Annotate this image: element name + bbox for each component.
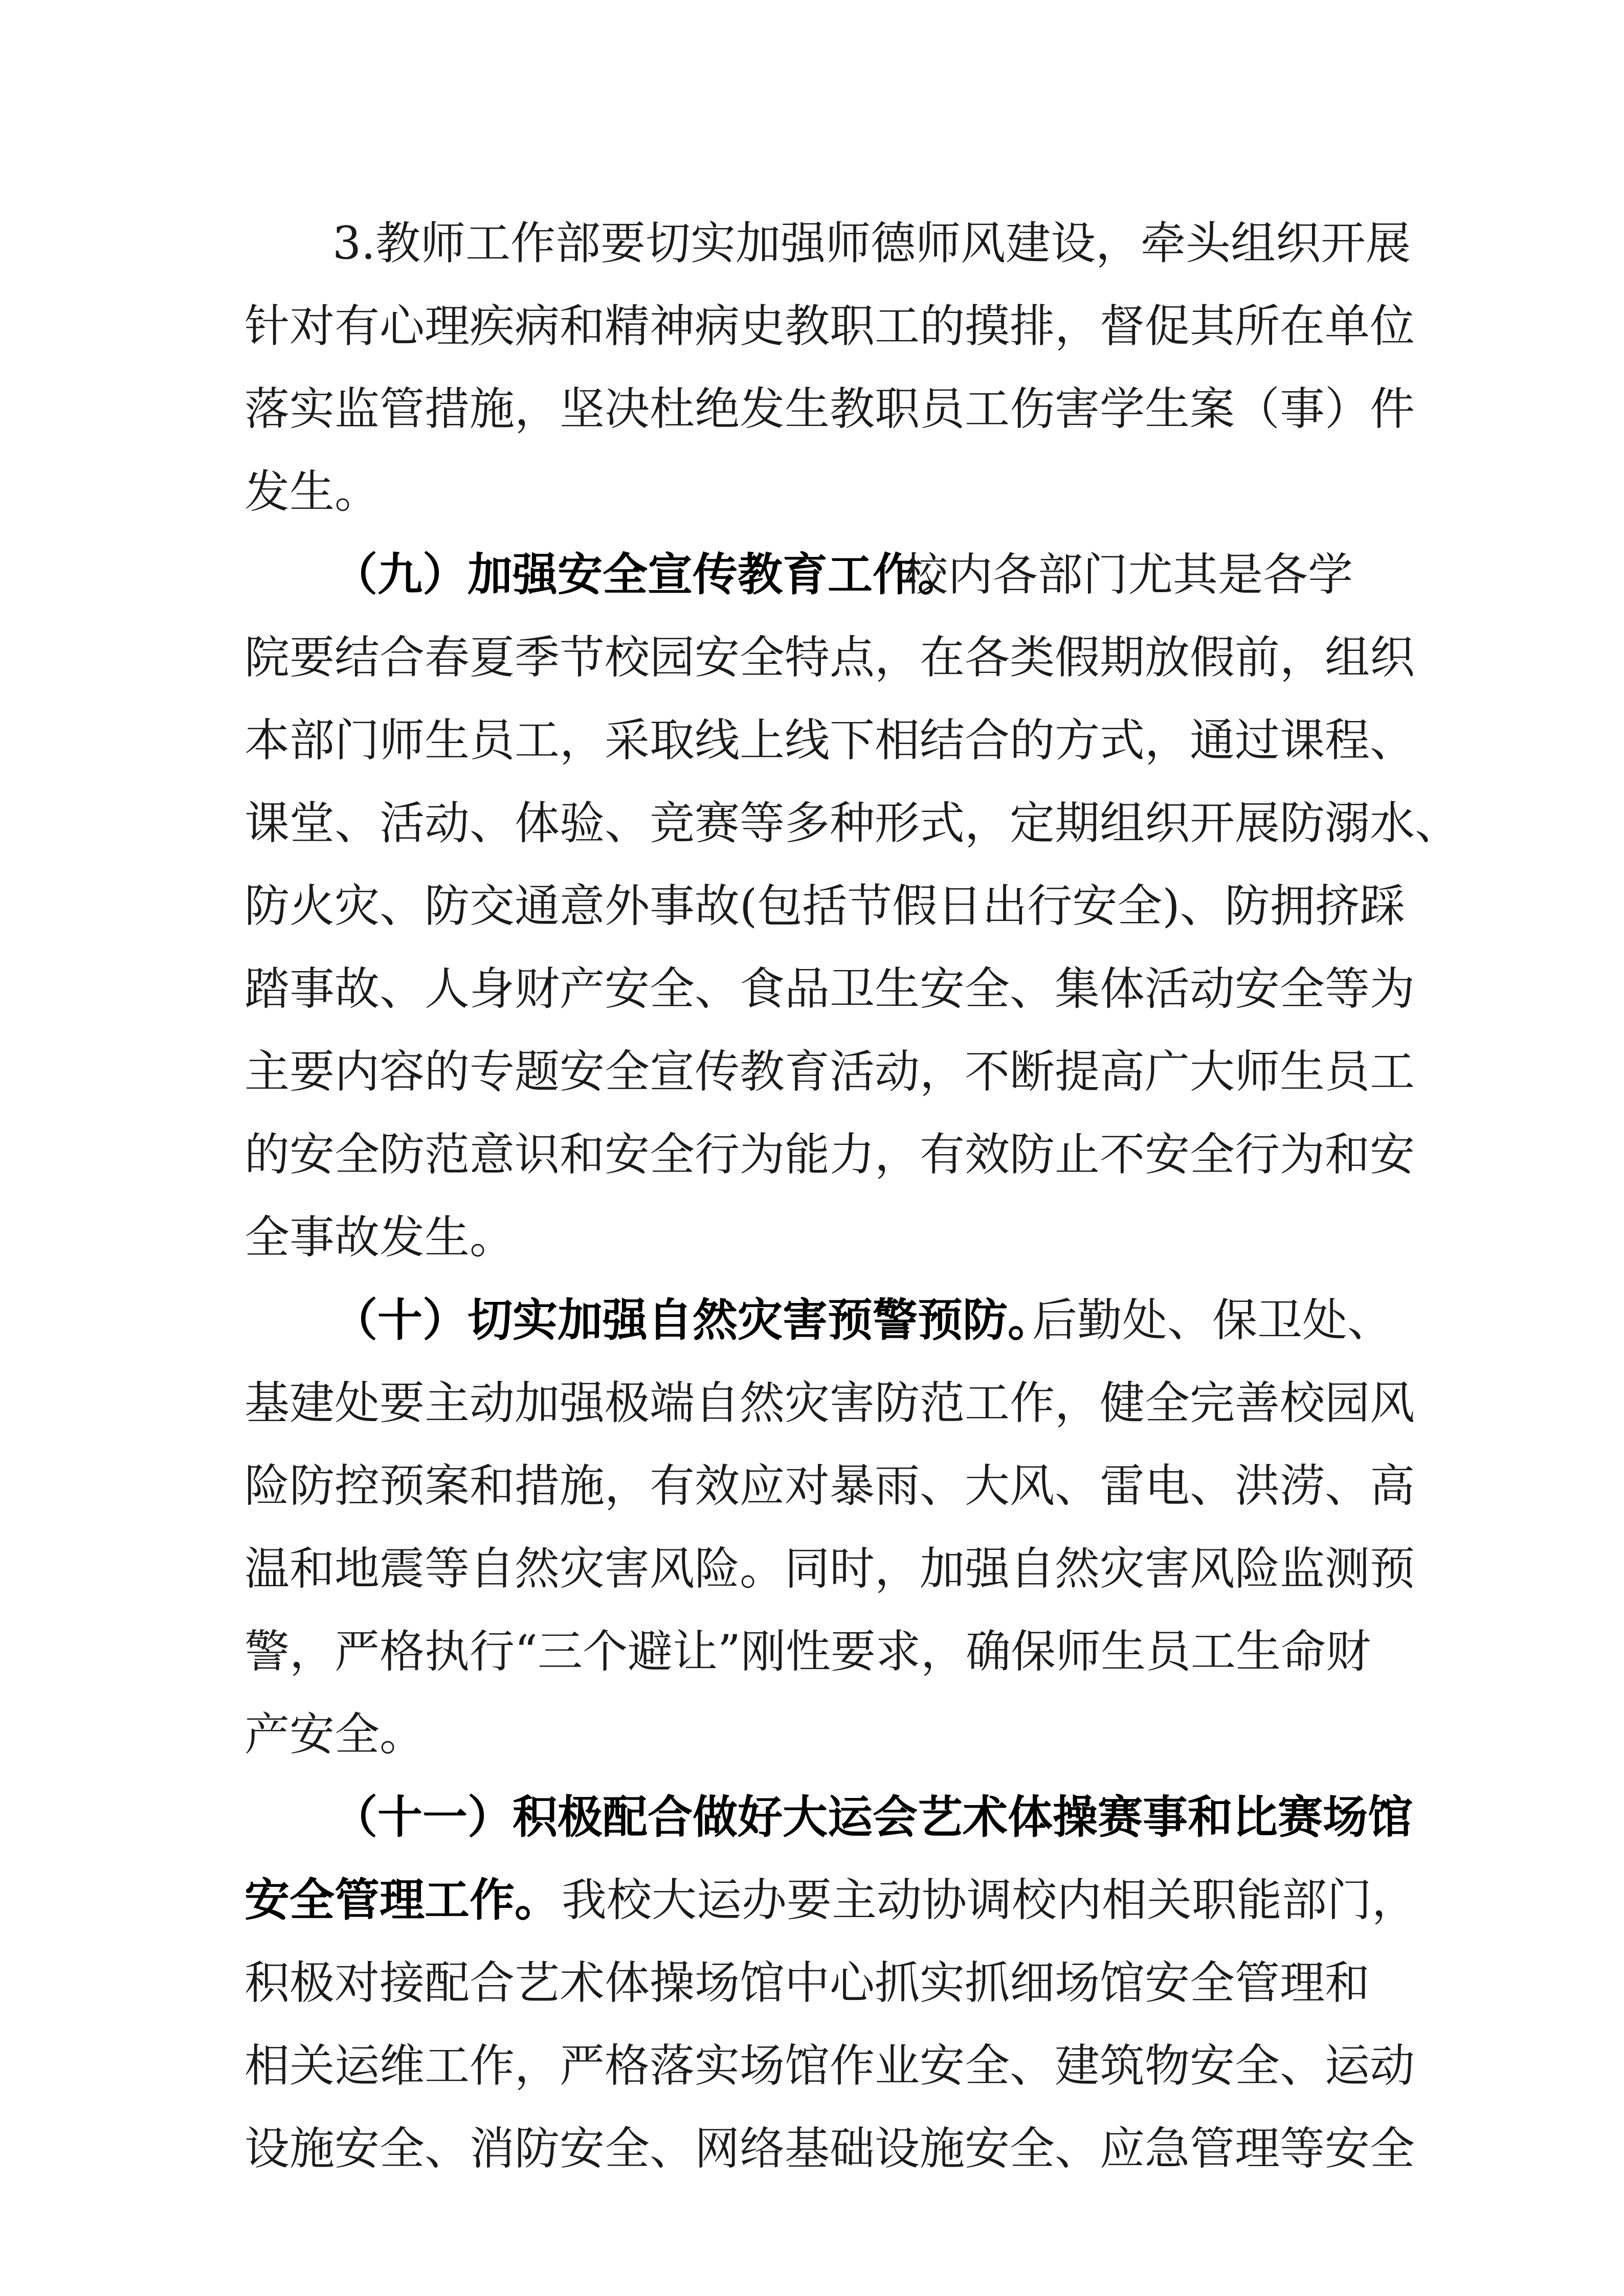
paragraph-4-line-1: 我校大运办要主动协调校内相关职能部门， [562, 1874, 1417, 1926]
paragraph-3-line-3: 险防控预案和措施，有效应对暴雨、大风、雷电、洪涝、高 [244, 1459, 1415, 1512]
paragraph-1-line-4: 发生。 [244, 465, 380, 518]
paragraph-3-line-2: 基建处要主动加强极端自然灾害防范工作，健全完善校园风 [244, 1377, 1415, 1429]
text-line [0, 452, 1624, 532]
paragraph-2-line-8: 的安全防范意识和安全行为能力，有效防止不安全行为和安 [244, 1128, 1415, 1181]
text-line [0, 2109, 1624, 2189]
text-line [0, 1943, 1624, 2023]
paragraph-2-line-7: 主要内容的专题安全宣传教育活动，不断提高广大师生员工 [244, 1045, 1415, 1098]
paragraph-3-line-1: 后勤处、保卫处、 [1032, 1294, 1393, 1346]
text-line [0, 949, 1624, 1029]
text-line [0, 1860, 1624, 1940]
text-line [0, 1777, 1624, 1857]
section-heading-11-continued: 安全管理工作。 [244, 1874, 560, 1926]
paragraph-1-line-1: 3.教师工作部要切实加强师德师风建设，牵头组织开展 [332, 217, 1411, 269]
paragraph-3-line-6: 产安全。 [244, 1708, 425, 1761]
paragraph-3-line-4: 温和地震等自然灾害风险。同时，加强自然灾害风险监测预 [244, 1542, 1415, 1595]
text-line [0, 2026, 1624, 2106]
text-line [0, 1529, 1624, 1609]
paragraph-2-line-1: 校内各部门尤其是各学 [903, 548, 1353, 601]
paragraph-2-line-3: 本部门师生员工，采取线上线下相结合的方式，通过课程、 [244, 714, 1415, 767]
paragraph-2-line-4: 课堂、活动、体验、竞赛等多种形式，定期组织开展防溺水、 [244, 797, 1460, 849]
text-line [0, 783, 1624, 863]
text-line [0, 204, 1624, 283]
text-line [0, 1115, 1624, 1195]
text-line [0, 1612, 1624, 1692]
text-line [0, 1695, 1624, 1774]
text-line [0, 701, 1624, 780]
text-line [0, 866, 1624, 946]
text-line [0, 1032, 1624, 1112]
section-heading-11: （十一）积极配合做好大运会艺术体操赛事和比赛场馆 [332, 1791, 1413, 1843]
paragraph-1-line-3: 落实监管措施，坚决杜绝发生教职员工伤害学生案（事）件 [244, 382, 1415, 435]
paragraph-2-line-5: 防火灾、防交通意外事故(包括节假日出行安全)、防拥挤踩 [244, 880, 1405, 932]
paragraph-2-line-2: 院要结合春夏季节校园安全特点，在各类假期放假前，组织 [244, 631, 1415, 684]
text-line [0, 1198, 1624, 1277]
paragraph-3-line-5: 警，严格执行“三个避让”刚性要求，确保师生员工生命财 [244, 1625, 1371, 1678]
paragraph-4-line-4: 设施安全、消防安全、网络基础设施安全、应急管理等安全 [244, 2122, 1415, 2175]
section-heading-9: （九）加强安全宣传教育工作。 [332, 548, 963, 601]
section-heading-10: （十）切实加强自然灾害预警预防。 [332, 1294, 1053, 1346]
paragraph-2-line-6: 踏事故、人身财产安全、食品卫生安全、集体活动安全等为 [244, 962, 1415, 1015]
text-line [0, 369, 1624, 449]
text-line [0, 1446, 1624, 1526]
paragraph-2-line-9: 全事故发生。 [244, 1211, 515, 1264]
paragraph-1-line-2: 针对有心理疾病和精神病史教职工的摸排，督促其所在单位 [244, 300, 1415, 352]
text-line [0, 535, 1624, 615]
text-line [0, 618, 1624, 697]
text-line [0, 1363, 1624, 1443]
text-line [0, 1280, 1624, 1360]
paragraph-4-line-3: 相关运维工作，严格落实场馆作业安全、建筑物安全、运动 [244, 2039, 1415, 2092]
text-line [0, 286, 1624, 366]
paragraph-4-line-2: 积极对接配合艺术体操场馆中心抓实抓细场馆安全管理和 [244, 1956, 1370, 2009]
